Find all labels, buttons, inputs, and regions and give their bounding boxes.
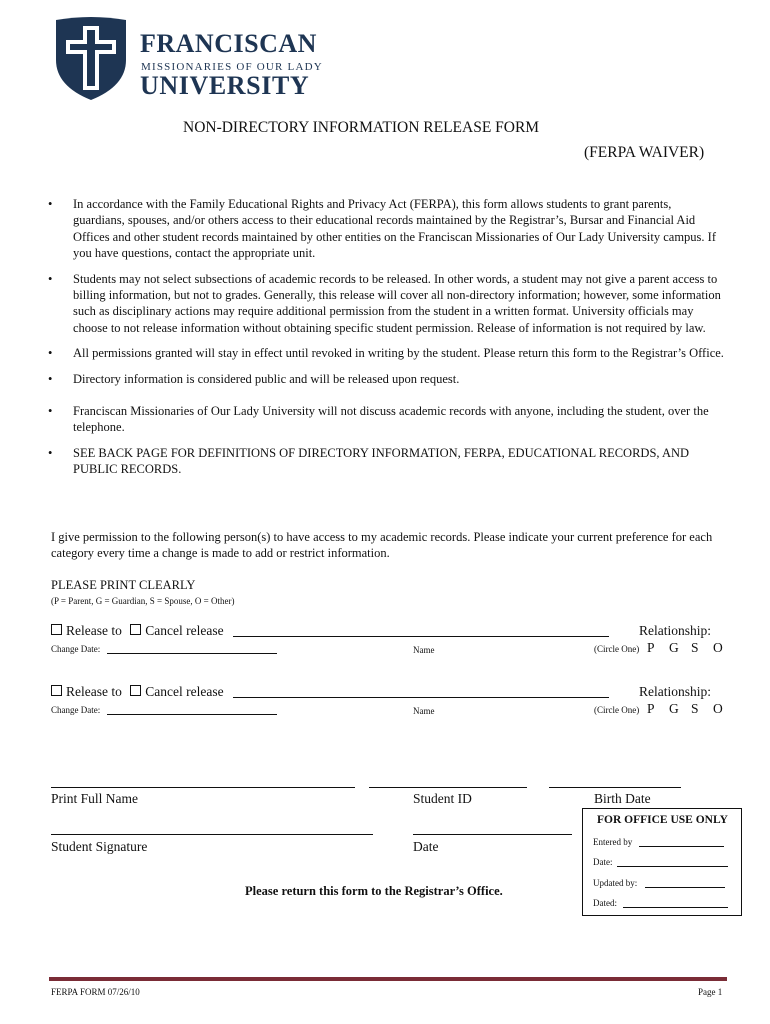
change-date-label: Change Date: xyxy=(51,705,101,715)
change-date-field-line[interactable] xyxy=(107,653,277,654)
cross-emblem-icon xyxy=(52,16,130,102)
info-bullet-list xyxy=(34,196,724,487)
cancel-release-checkbox[interactable] xyxy=(130,685,141,696)
release-to-label: Release to xyxy=(66,623,122,638)
release-row-2 xyxy=(51,684,224,700)
updated-by-line[interactable] xyxy=(645,887,725,888)
dated-line[interactable] xyxy=(623,907,728,908)
relationship-option-s[interactable]: S xyxy=(691,701,699,716)
circle-one-label: (Circle One) xyxy=(594,705,640,715)
cancel-release-label: Cancel release xyxy=(145,684,224,699)
bullet-telephone: • Franciscan Missionaries of Our Lady University will not discuss academic records with anyone, including the student, over the telephone. xyxy=(34,403,724,436)
dated-label: Dated: xyxy=(593,898,617,908)
relationship-option-s[interactable]: S xyxy=(691,640,699,655)
relationship-option-o[interactable]: O xyxy=(713,640,723,655)
signature-date-line[interactable] xyxy=(413,834,572,835)
release-to-checkbox[interactable] xyxy=(51,685,62,696)
relationship-option-o[interactable]: O xyxy=(713,701,723,716)
entered-by-label: Entered by xyxy=(593,837,633,847)
bullet-see-back-page: • SEE BACK PAGE FOR DEFINITIONS OF DIRECTORY INFORMATION, FERPA, EDUCATIONAL RECORDS, AND PUBLIC RECORDS. xyxy=(34,445,724,478)
student-id-label: Student ID xyxy=(413,791,472,806)
birth-date-line[interactable] xyxy=(549,787,681,788)
name-field-line[interactable] xyxy=(233,697,609,698)
footer-rule xyxy=(49,977,727,981)
relationship-legend: (P = Parent, G = Guardian, S = Spouse, O = Other) xyxy=(51,596,235,606)
office-date-line[interactable] xyxy=(617,866,728,867)
release-row-1 xyxy=(51,623,224,639)
print-full-name-line[interactable] xyxy=(51,787,355,788)
logo-text-missionaries: MISSIONARIES OF OUR LADY xyxy=(141,61,323,73)
relationship-label: Relationship: xyxy=(639,684,711,699)
logo-text-university: UNIVERSITY xyxy=(140,71,310,100)
release-to-label: Release to xyxy=(66,684,122,699)
permission-paragraph: I give permission to the following person(s) to have access to my academic records. Please indicate your current preference for each category every time a change is made to add or restrict information. xyxy=(51,530,713,561)
relationship-option-p[interactable]: P xyxy=(647,640,655,655)
name-label: Name xyxy=(413,706,435,716)
form-title: NON-DIRECTORY INFORMATION RELEASE FORM xyxy=(183,119,540,136)
print-full-name-label: Print Full Name xyxy=(51,791,138,806)
entered-by-line[interactable] xyxy=(639,846,724,847)
return-instruction: Please return this form to the Registrar’s Office. xyxy=(245,884,503,898)
relationship-label: Relationship: xyxy=(639,623,711,638)
circle-one-label: (Circle One) xyxy=(594,644,640,654)
updated-by-label: Updated by: xyxy=(593,878,638,888)
form-subtitle: (FERPA WAIVER) xyxy=(584,144,705,161)
form-id: FERPA FORM 07/26/10 xyxy=(51,987,140,997)
office-date-label: Date: xyxy=(593,857,613,867)
name-label: Name xyxy=(413,645,435,655)
bullet-directory-info: • Directory information is considered public and will be released upon request. xyxy=(34,371,724,387)
birth-date-label: Birth Date xyxy=(594,791,651,806)
signature-date-label: Date xyxy=(413,839,439,854)
bullet-permissions: • All permissions granted will stay in effect until revoked in writing by the student. Please return this form to the Registrar’s Office. xyxy=(34,345,724,361)
cancel-release-checkbox[interactable] xyxy=(130,624,141,635)
name-field-line[interactable] xyxy=(233,636,609,637)
relationship-option-g[interactable]: G xyxy=(669,701,679,716)
student-id-line[interactable] xyxy=(369,787,527,788)
logo-text-franciscan: FRANCISCAN xyxy=(140,29,317,58)
bullet-ferpa-intro: • In accordance with the Family Educational Rights and Privacy Act (FERPA), this form allows students to grant parents, guardians, spouses, and/or others access to their educational records maintained by the Registrar’s, Bursar and Financial Aid Offices and other student records maintained by other entities on the Franciscan Missionaries of Our Lady University campus. If you have questions, contact the appropriate unit. xyxy=(34,196,724,262)
change-date-field-line[interactable] xyxy=(107,714,277,715)
relationship-option-p[interactable]: P xyxy=(647,701,655,716)
office-use-title: FOR OFFICE USE ONLY xyxy=(597,814,728,826)
relationship-option-g[interactable]: G xyxy=(669,640,679,655)
cancel-release-label: Cancel release xyxy=(145,623,224,638)
bullet-subsections: • Students may not select subsections of academic records to be released. In other words, a student may not give a parent access to billing information, but not to grades. Generally, this release will cover all non-directory information; however, some information such as disciplinary actions may require additional permission from the student in a written format. University officials may choose to not release information without obtaining specific student permission. Release of information is not required by law. xyxy=(34,271,724,337)
print-clearly-heading: PLEASE PRINT CLEARLY xyxy=(51,578,196,592)
release-to-checkbox[interactable] xyxy=(51,624,62,635)
change-date-label: Change Date: xyxy=(51,644,101,654)
student-signature-line[interactable] xyxy=(51,834,373,835)
page-number: Page 1 xyxy=(698,987,723,997)
student-signature-label: Student Signature xyxy=(51,839,148,854)
